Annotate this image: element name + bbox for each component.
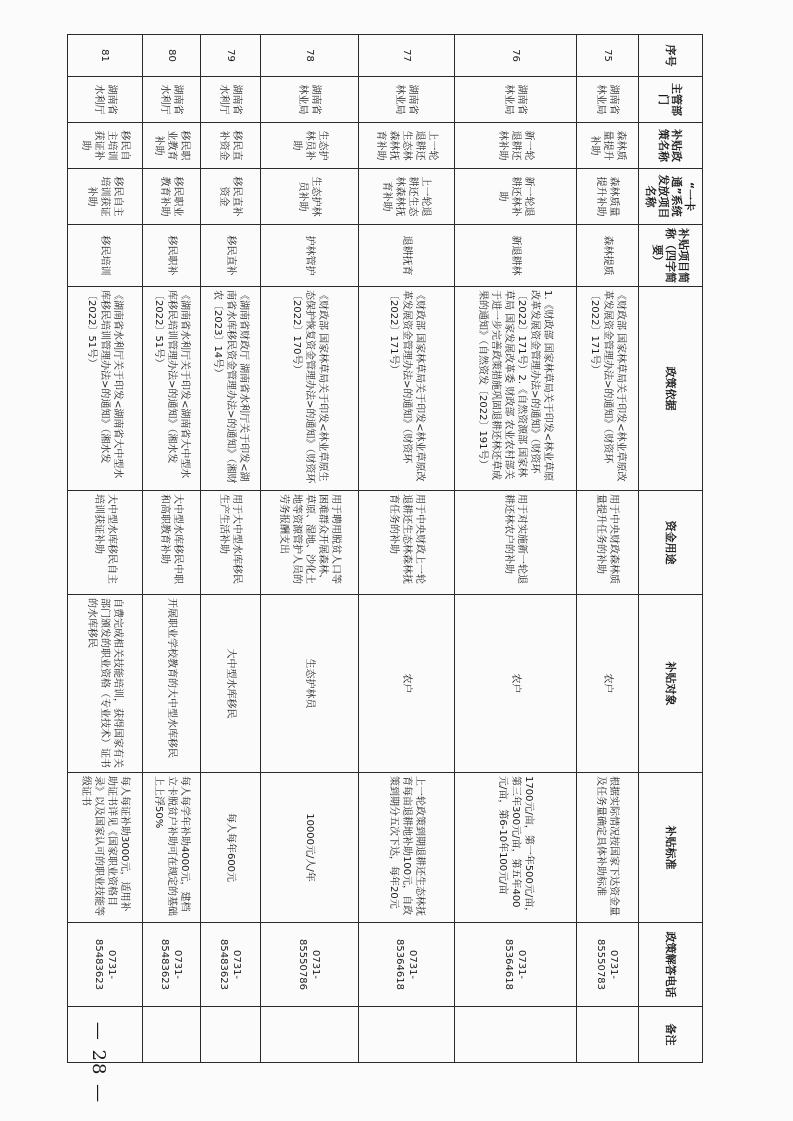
cell-fund-use: 大中型水库移民中职和高职教育补助 xyxy=(143,491,201,595)
cell-system-name: 生态护林员补助 xyxy=(261,169,359,225)
cell-basis: 《湖南省水利厅关于印发<湖南省大中型水库移民培训管理办法>的通知》（湘水发〔2022〕51号） xyxy=(68,287,143,491)
table-row xyxy=(201,35,261,1063)
cell-remark xyxy=(577,1007,639,1063)
header-standard: 补贴标准 xyxy=(639,773,703,923)
cell-policy-name: 生态护林员补助 xyxy=(261,123,359,169)
cell-basis: 《财政部 国家林草局关于印发<林业草原生态保护恢复资金管理办法>的通知》（财资环〔2022〕170号） xyxy=(261,287,359,491)
cell-seq: 76 xyxy=(455,35,577,77)
cell-basis: 《财政部 国家林草局关于印发<林业草原改革发展资金管理办法>的通知》（财资环〔2022〕171号） xyxy=(577,287,639,491)
header-short-name: 补贴项目简称（四字简要） xyxy=(639,225,703,287)
cell-standard: 上一轮政策到期退耕还生态林抚育每亩退耕地补助100元，自政策到期分五次下达，每年20元 xyxy=(359,773,455,923)
cell-system-name: 新一轮退耕还林补助 xyxy=(455,169,577,225)
cell-target: 大中型水库移民 xyxy=(201,595,261,773)
cell-seq: 75 xyxy=(577,35,639,77)
cell-dept: 湖南省水利厅 xyxy=(201,77,261,123)
cell-remark xyxy=(359,1007,455,1063)
cell-standard: 每人每学年补助4000元，建档立卡脱贫户补助可在规定的基础上上浮50% xyxy=(143,773,201,923)
cell-seq: 80 xyxy=(143,35,201,77)
cell-dept: 湖南省林业局 xyxy=(455,77,577,123)
cell-phone: 0731-85483623 xyxy=(143,923,201,1007)
cell-remark xyxy=(201,1007,261,1063)
cell-system-name: 移民自主培训获证补助 xyxy=(68,169,143,225)
cell-standard: 每人每证补助3000元，适用补助证书详见《国家职业资格目录》以及国家认可的职业技能等级证书 xyxy=(68,773,143,923)
cell-dept: 湖南省水利厅 xyxy=(143,77,201,123)
table-row xyxy=(577,35,639,1063)
cell-system-name: 上一轮退耕还生态林森林抚育补助 xyxy=(359,169,455,225)
cell-policy-name: 上一轮退耕还生态林森林抚育补助 xyxy=(359,123,455,169)
cell-short-name: 护林管护 xyxy=(261,225,359,287)
table-row xyxy=(68,35,143,1063)
cell-fund-use: 用于大中型水库移民生产生活补助 xyxy=(201,491,261,595)
header-dept: 主管部门 xyxy=(639,77,703,123)
cell-fund-use: 大中型水库移民自主培训获证补助 xyxy=(68,491,143,595)
cell-policy-name: 移民自主培训获证补助 xyxy=(68,123,143,169)
cell-policy-name: 移民职业教育补助 xyxy=(143,123,201,169)
header-phone: 政策解答电话 xyxy=(639,923,703,1007)
cell-phone: 0731-85550786 xyxy=(261,923,359,1007)
cell-short-name: 移民直补 xyxy=(201,225,261,287)
cell-fund-use: 用于对实施新一轮退耕还林农户的补助 xyxy=(455,491,577,595)
cell-dept: 湖南省水利厅 xyxy=(68,77,143,123)
cell-phone: 0731-85364618 xyxy=(359,923,455,1007)
cell-phone: 0731-85483623 xyxy=(68,923,143,1007)
cell-policy-name: 新一轮退耕还林补助 xyxy=(455,123,577,169)
cell-system-name: 移民职业教育补助 xyxy=(143,169,201,225)
cell-basis: 《湖南省财政厅 湖南省水利厅关于印发<湖南省水库移民资金管理办法>的通知》（湘财农〔2023〕14号） xyxy=(201,287,261,491)
cell-phone: 0731-85483623 xyxy=(201,923,261,1007)
table-row xyxy=(455,35,577,1063)
cell-standard: 根据实际情况按国家下达资金量及任务量确定具体补助标准 xyxy=(577,773,639,923)
cell-standard: 每人每年600元 xyxy=(201,773,261,923)
cell-short-name: 移民职补 xyxy=(143,225,201,287)
cell-seq: 81 xyxy=(68,35,143,77)
cell-standard: 10000元/人/年 xyxy=(261,773,359,923)
subsidy-table xyxy=(67,34,703,1063)
rotated-table-container xyxy=(80,34,703,1062)
cell-seq: 78 xyxy=(261,35,359,77)
table-row xyxy=(143,35,201,1063)
table-header-row xyxy=(639,35,703,1063)
header-basis: 政策依据 xyxy=(639,287,703,491)
page-number-container xyxy=(78,1018,118,1108)
cell-seq: 79 xyxy=(201,35,261,77)
cell-phone: 0731-85364618 xyxy=(455,923,577,1007)
cell-dept: 湖南省林业局 xyxy=(261,77,359,123)
cell-short-name: 新退耕林 xyxy=(455,225,577,287)
table-row xyxy=(359,35,455,1063)
cell-target: 自费完成相关技能培训，获得国家有关部门颁发的职业资格（专业技术）证书的水库移民 xyxy=(68,595,143,773)
cell-short-name: 森林提质 xyxy=(577,225,639,287)
header-target: 补贴对象 xyxy=(639,595,703,773)
cell-fund-use: 用于聘用脱贫人口等困难群众开展森林、草原、湿地、沙化土地等资源管护人员的劳务报酬支出 xyxy=(261,491,359,595)
cell-dept: 湖南省林业局 xyxy=(359,77,455,123)
cell-basis: 《财政部 国家林草局关于印发<林业草原改革发展资金管理办法>的通知》（财资环〔2022〕171号） xyxy=(359,287,455,491)
cell-remark xyxy=(455,1007,577,1063)
cell-system-name: 移民直补资金 xyxy=(201,169,261,225)
cell-target: 农户 xyxy=(455,595,577,773)
cell-fund-use: 用于中央财政上一轮退耕还生态林森林抚育任务的补助 xyxy=(359,491,455,595)
header-seq: 序号 xyxy=(639,35,703,77)
page-number: — 28 — xyxy=(88,1021,109,1105)
cell-policy-name: 移民直补资金 xyxy=(201,123,261,169)
cell-short-name: 移民培训 xyxy=(68,225,143,287)
cell-system-name: 森林质量提升补助 xyxy=(577,169,639,225)
cell-remark xyxy=(261,1007,359,1063)
cell-fund-use: 用于中央财政森林质量提升任务的补助 xyxy=(577,491,639,595)
header-remark: 备注 xyxy=(639,1007,703,1063)
table-row xyxy=(261,35,359,1063)
header-fund-use: 资金用途 xyxy=(639,491,703,595)
cell-target: 农户 xyxy=(359,595,455,773)
cell-policy-name: 森林质量提升补助 xyxy=(577,123,639,169)
cell-remark xyxy=(143,1007,201,1063)
cell-basis: 1.《财政部 国家林草局关于印发<林业草原改革发展资金管理办法>的通知》（财资环〔2022〕171号）2.《自然资源部 国家林草局 国家发展改革委 财政部 农业农村部关于进一步完善政策措施巩固退耕还林还草成果的通知》（自然资发〔2022〕191号） xyxy=(455,287,577,491)
cell-target: 开展职业学校教育的大中型水库移民 xyxy=(143,595,201,773)
cell-target: 生态护林员 xyxy=(261,595,359,773)
cell-standard: 1700元/亩，第一年500元/亩，第三年300元/亩，第五年400元/亩，第6-10年100元/亩 xyxy=(455,773,577,923)
cell-target: 农户 xyxy=(577,595,639,773)
cell-basis: 《湖南省水利厅关于印发<湖南省大中型水库移民培训管理办法>的通知》（湘水发〔2022〕51号） xyxy=(143,287,201,491)
cell-seq: 77 xyxy=(359,35,455,77)
cell-phone: 0731-85550783 xyxy=(577,923,639,1007)
header-system-name: “一卡通”系统发放项目名称 xyxy=(639,169,703,225)
header-policy-name: 补贴政策名称 xyxy=(639,123,703,169)
cell-dept: 湖南省林业局 xyxy=(577,77,639,123)
cell-short-name: 退耕抚育 xyxy=(359,225,455,287)
